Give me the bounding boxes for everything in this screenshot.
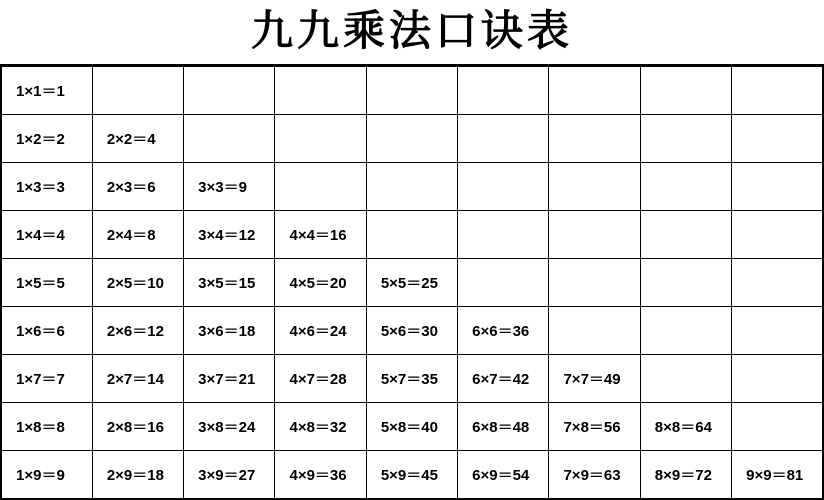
table-cell-empty: [275, 67, 366, 115]
table-cell-empty: [549, 115, 640, 163]
table-cell: 1×7＝7: [1, 355, 92, 403]
table-cell: 4×8＝32: [275, 403, 366, 451]
table-row: [1, 67, 823, 115]
table-cell: 4×6＝24: [275, 307, 366, 355]
table-cell-empty: [640, 67, 731, 115]
table-cell-empty: [366, 115, 457, 163]
table-row: [1, 355, 823, 403]
table-cell: 2×8＝16: [92, 403, 183, 451]
table-cell-empty: [732, 307, 823, 355]
table-cell: 2×7＝14: [92, 355, 183, 403]
table-cell-empty: [732, 67, 823, 115]
table-cell: 1×1＝1: [1, 67, 92, 115]
table-cell-empty: [732, 403, 823, 451]
table-cell: 2×9＝18: [92, 451, 183, 499]
table-cell-empty: [732, 355, 823, 403]
table-row: [1, 403, 823, 451]
table-cell: 1×6＝6: [1, 307, 92, 355]
table-cell-empty: [366, 67, 457, 115]
table-cell: 4×5＝20: [275, 259, 366, 307]
table-cell-empty: [366, 211, 457, 259]
table-cell-empty: [732, 259, 823, 307]
table-cell-empty: [640, 163, 731, 211]
table-cell: 7×9＝63: [549, 451, 640, 499]
table-cell-empty: [549, 211, 640, 259]
table-cell-empty: [549, 67, 640, 115]
title-bar: [0, 0, 824, 66]
table-cell-empty: [549, 163, 640, 211]
table-cell: 1×8＝8: [1, 403, 92, 451]
table-cell-empty: [640, 259, 731, 307]
table-cell-empty: [640, 115, 731, 163]
table-row: [1, 211, 823, 259]
table-cell-empty: [640, 355, 731, 403]
table-cell: 3×6＝18: [184, 307, 275, 355]
table-cell: 2×5＝10: [92, 259, 183, 307]
table-cell: 3×3＝9: [184, 163, 275, 211]
table-cell-empty: [549, 307, 640, 355]
table-cell: 1×2＝2: [1, 115, 92, 163]
table-cell-empty: [458, 67, 549, 115]
table-cell: 3×7＝21: [184, 355, 275, 403]
table-cell: 9×9＝81: [732, 451, 823, 499]
table-cell-empty: [458, 211, 549, 259]
table-cell: 3×9＝27: [184, 451, 275, 499]
table-cell: 1×9＝9: [1, 451, 92, 499]
table-cell: 6×6＝36: [458, 307, 549, 355]
table-row: [1, 259, 823, 307]
table-cell: 7×7＝49: [549, 355, 640, 403]
table-cell-empty: [275, 163, 366, 211]
table-row: [1, 163, 823, 211]
table-cell: 6×8＝48: [458, 403, 549, 451]
table-cell: 4×7＝28: [275, 355, 366, 403]
table-cell: 5×5＝25: [366, 259, 457, 307]
table-cell-empty: [732, 163, 823, 211]
table-cell-empty: [458, 115, 549, 163]
table-cell-empty: [640, 211, 731, 259]
table-cell-empty: [732, 211, 823, 259]
table-cell: 2×6＝12: [92, 307, 183, 355]
table-row: [1, 451, 823, 499]
table-cell: 6×7＝42: [458, 355, 549, 403]
table-cell-empty: [640, 307, 731, 355]
table-cell-empty: [184, 67, 275, 115]
multiplication-table: [0, 66, 824, 500]
table-row: [1, 307, 823, 355]
table-cell: 3×5＝15: [184, 259, 275, 307]
table-cell: 7×8＝56: [549, 403, 640, 451]
table-cell: 8×8＝64: [640, 403, 731, 451]
table-cell: 6×9＝54: [458, 451, 549, 499]
table-cell: 1×3＝3: [1, 163, 92, 211]
table-cell: 4×4＝16: [275, 211, 366, 259]
table-cell-empty: [275, 115, 366, 163]
table-cell: 3×4＝12: [184, 211, 275, 259]
table-cell-empty: [458, 163, 549, 211]
table-row: [1, 115, 823, 163]
table-cell-empty: [732, 115, 823, 163]
table-cell-empty: [549, 259, 640, 307]
table-cell: 5×6＝30: [366, 307, 457, 355]
table-cell: 2×4＝8: [92, 211, 183, 259]
table-cell: 1×4＝4: [1, 211, 92, 259]
table-cell: 2×2＝4: [92, 115, 183, 163]
table-cell: 5×9＝45: [366, 451, 457, 499]
table-cell: 5×8＝40: [366, 403, 457, 451]
table-cell-empty: [458, 259, 549, 307]
table-cell: 2×3＝6: [92, 163, 183, 211]
table-cell-empty: [366, 163, 457, 211]
table-cell: 4×9＝36: [275, 451, 366, 499]
table-cell: 1×5＝5: [1, 259, 92, 307]
table-body: [1, 67, 823, 499]
page-title: 九九乘法口诀表: [250, 9, 573, 55]
table-cell: 8×9＝72: [640, 451, 731, 499]
table-cell: 5×7＝35: [366, 355, 457, 403]
table-container: [0, 66, 824, 500]
table-cell: 3×8＝24: [184, 403, 275, 451]
table-cell-empty: [184, 115, 275, 163]
table-cell-empty: [92, 67, 183, 115]
